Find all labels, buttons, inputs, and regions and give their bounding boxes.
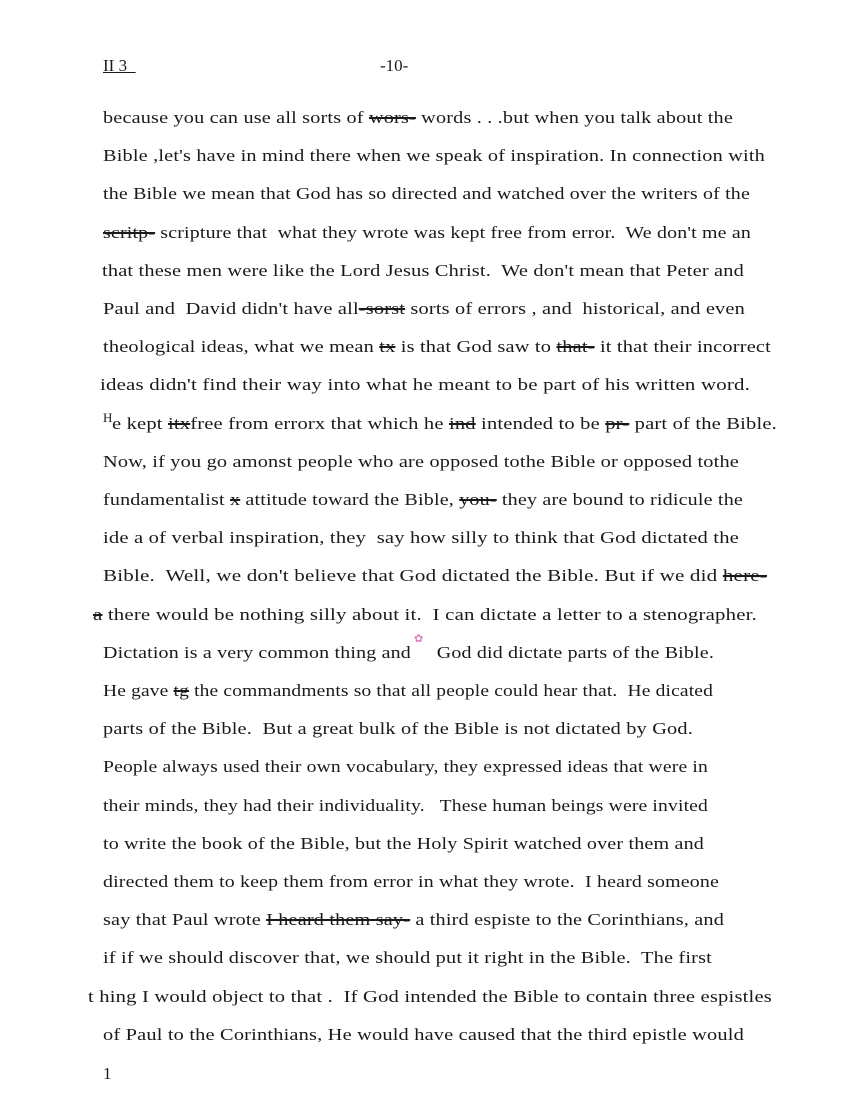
- text-line: [103, 1025, 744, 1045]
- text-segment: there would be nothing silly about it. I can dictate a letter to a stenographer.: [102, 604, 757, 624]
- text-segment: of Paul to the Corinthians, He would have caused that the third epistle would: [103, 1024, 744, 1044]
- text-line: [103, 452, 739, 472]
- struck-text: x: [229, 490, 241, 509]
- text-segment: Dictation is a very common thing and God did dictate parts of the Bible.: [103, 642, 714, 662]
- text-line: [103, 719, 693, 739]
- text-line: [112, 414, 777, 434]
- struck-text: a: [93, 604, 103, 624]
- section-label: II 3: [103, 56, 128, 75]
- struck-text: here-: [722, 566, 767, 586]
- text-segment: He gave: [103, 681, 174, 700]
- struck-text: pr-: [605, 413, 630, 433]
- text-segment: ideas didn't find their way into what he meant to be part of his written word.: [100, 375, 750, 395]
- text-line: [88, 987, 772, 1007]
- text-line: [103, 146, 765, 166]
- text-segment: free from errorx that which he: [190, 413, 449, 433]
- text-segment: it that their incorrect: [594, 337, 771, 357]
- text-segment: parts of the Bible. But a great bulk of the Bible is not dictated by God.: [103, 719, 693, 739]
- struck-text: I heard them say-: [266, 910, 411, 930]
- struck-text: tg: [173, 681, 190, 700]
- text-segment: Now, if you go amonst people who are opposed tothe Bible or opposed tothe: [103, 451, 739, 471]
- text-segment: sorts of errors , and historical, and even: [405, 299, 745, 318]
- text-line: [103, 108, 733, 128]
- text-line: [103, 757, 708, 777]
- text-line: [103, 299, 745, 319]
- text-line: [93, 605, 757, 625]
- struck-text: itx: [168, 413, 191, 433]
- text-line: [103, 490, 743, 510]
- text-segment: theological ideas, what we mean: [103, 337, 380, 357]
- text-segment: is that God saw to: [395, 337, 557, 357]
- text-line: [103, 566, 767, 586]
- text-segment: t hing I would object to that . If God intended the Bible to contain three espistles: [88, 986, 772, 1006]
- struck-text: wors-: [368, 108, 416, 127]
- text-line: [103, 528, 739, 548]
- text-segment: that these men were like the Lord Jesus Christ. We don't mean that Peter and: [102, 260, 744, 280]
- text-segment: intended to be: [475, 413, 606, 433]
- text-line: [102, 261, 744, 281]
- insert-mark: H: [103, 410, 113, 425]
- text-segment: ide a of verbal inspiration, they say how silly to think that God dictated the: [103, 528, 739, 548]
- text-line: [103, 834, 704, 854]
- struck-text: ind: [448, 413, 476, 433]
- text-segment: words . . .but when you talk about the: [415, 108, 733, 127]
- text-line: [103, 337, 771, 357]
- text-line: [103, 872, 719, 892]
- struck-text: tx: [379, 337, 396, 357]
- text-segment: part of the Bible.: [629, 413, 777, 433]
- pink-ink-mark: ✿: [414, 633, 424, 645]
- text-segment: their minds, they had their individuality. These human beings were invited: [103, 795, 708, 815]
- text-line: [103, 910, 724, 930]
- text-segment: if if we should discover that, we should put it right in the Bible. The first: [103, 948, 712, 968]
- text-line: [100, 375, 750, 395]
- text-segment: Paul and David didn't have all: [103, 299, 359, 318]
- text-segment: a third espiste to the Corinthians, and: [410, 910, 724, 930]
- text-line: [103, 948, 712, 968]
- text-line: [103, 796, 708, 816]
- struck-text: you-: [459, 490, 497, 509]
- text-segment: say that Paul wrote: [103, 910, 267, 930]
- struck-text: scritp-: [103, 222, 156, 242]
- text-line: [103, 681, 713, 701]
- text-segment: the Bible we mean that God has so directed and watched over the writers of the: [103, 184, 750, 204]
- text-segment: attitude toward the Bible,: [240, 490, 460, 509]
- text-segment: to write the book of the Bible, but the Holy Spirit watched over them and: [103, 833, 704, 853]
- text-segment: Bible ,let's have in mind there when we speak of inspiration. In connection with: [103, 146, 765, 166]
- text-line: [103, 643, 714, 663]
- footer-page-number: 1: [103, 1064, 112, 1083]
- struck-text: that-: [556, 337, 595, 357]
- text-segment: because you can use all sorts of: [103, 108, 369, 127]
- text-segment: they are bound to ridicule the: [496, 490, 743, 509]
- text-segment: scripture that what they wrote was kept free from error. We don't me an: [155, 222, 752, 242]
- struck-text: -sorst: [358, 299, 406, 318]
- text-line: [103, 223, 751, 243]
- text-segment: e kept: [112, 413, 169, 433]
- text-line: [103, 184, 750, 204]
- text-segment: the commandments so that all people could hear that. He dicated: [189, 681, 713, 700]
- text-segment: fundamentalist: [103, 490, 230, 509]
- text-segment: Bible. Well, we don't believe that God dictated the Bible. But if we did: [103, 566, 723, 586]
- text-segment: directed them to keep them from error in what they wrote. I heard someone: [103, 872, 719, 891]
- page-label: -10-: [380, 56, 409, 75]
- text-segment: People always used their own vocabulary, they expressed ideas that were in: [103, 757, 708, 777]
